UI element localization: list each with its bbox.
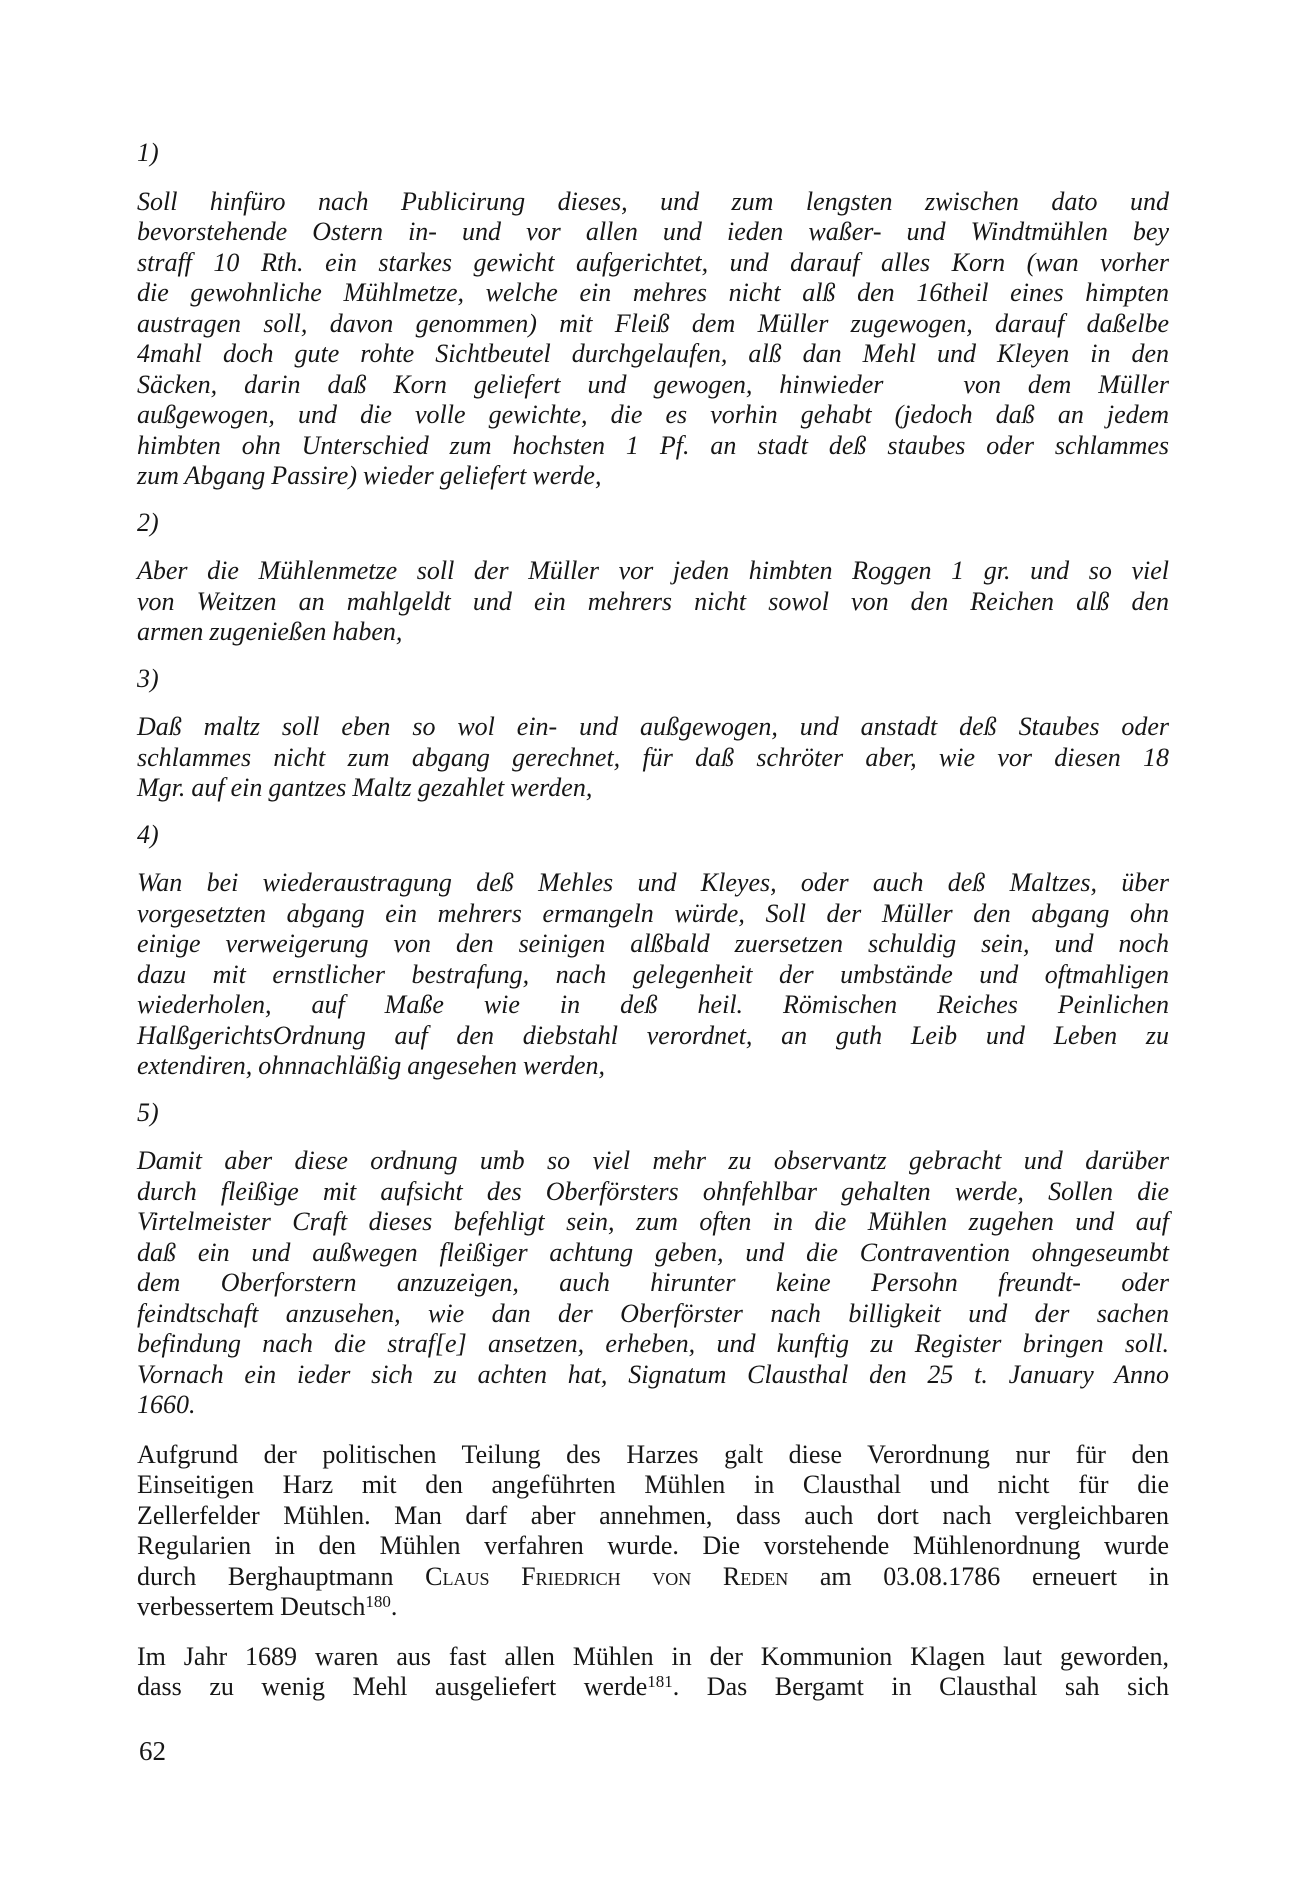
text-line: schlammes nicht zum abgang gerechnet, für daß schröter aber, wie vor diesen 18 (137, 742, 1169, 772)
text-line: Regularien in den Mühlen verfahren wurde. Die vorstehende Mühlenordnung wurde (137, 1531, 1169, 1560)
text-line: zum Abgang Passire) wieder geliefert werde, (137, 461, 602, 490)
text-line: durch Berghauptmann Claus Friedrich von Reden am 03.08.1786 erneuert in (137, 1561, 1169, 1591)
item-number: 4) (137, 819, 159, 849)
item-number: 1) (137, 138, 159, 167)
text-line: feindtschaft anzusehen, wie dan der Oberförster nach billigkeit und der sachen (137, 1298, 1169, 1328)
text-line: Damit aber diese ordnung umb so viel mehr zu observantz gebracht und darüber (137, 1146, 1169, 1175)
text-block (137, 138, 1169, 1703)
item-number: 3) (137, 663, 159, 693)
text-line: HalßgerichtsOrdnung auf den diebstahl verordnet, an guth Leib und Leben zu (137, 1020, 1169, 1050)
text-line: extendiren, ohnnachläßig angesehen werden, (137, 1051, 606, 1080)
text-line: außgewogen, und die volle gewichte, die es vorhin gehabt (jedoch daß an jedem (137, 400, 1169, 429)
item-number: 2) (137, 507, 159, 537)
text-line: 1660. (137, 1390, 196, 1419)
text-gap (883, 392, 963, 393)
footnote-reference: 181 (647, 1672, 673, 1691)
text-line: Daß maltz soll eben so wol ein- und außgewogen, und anstadt deß Staubes oder (137, 712, 1169, 741)
text-line: Aber die Mühlenmetze soll der Müller vor jeden himbten Roggen 1 gr. und so viel (137, 556, 1169, 585)
text-line: Säcken, darin daß Korn geliefert und gewogen, hinwieder von dem Müller (137, 369, 1170, 399)
paragraph (137, 556, 1169, 648)
text-line: vorgesetzten abgang ein mehrers ermangeln würde, Soll der Müller den abgang ohn (137, 898, 1169, 928)
text-line: Mgr. auf ein gantzes Maltz gezahlet werden, (137, 773, 593, 802)
text-line: himbten ohn Unterschied zum hochsten 1 Pf. an stadt deß staubes oder schlammes (137, 430, 1169, 460)
text-line: straff 10 Rth. ein starkes gewicht aufgerichtet, und darauf alles Korn (wan vorher (137, 247, 1169, 277)
text-line: Einseitigen Harz mit den angeführten Mühlen in Clausthal und nicht für die (137, 1470, 1169, 1499)
text-line: befindung nach die straf[e] ansetzen, erheben, und kunftig zu Register bringen soll. (137, 1329, 1169, 1358)
paragraph (137, 1146, 1169, 1421)
text-line: Vornach ein ieder sich zu achten hat, Signatum Clausthal den 25 t. January Anno (137, 1359, 1169, 1389)
text-line: Zellerfelder Mühlen. Man darf aber annehmen, dass auch dort nach vergleichbaren (137, 1500, 1169, 1530)
paragraph (137, 868, 1169, 1082)
text-line: Virtelmeister Craft dieses befehligt sein, zum often in die Mühlen zugehen und auf (137, 1207, 1169, 1236)
text-line: dem Oberforstern anzuzeigen, auch hirunter keine Persohn freundt- oder (137, 1268, 1169, 1297)
text-line: einige verweigerung von den seinigen alßbald zuersetzen schuldig sein, und noch (137, 929, 1169, 958)
text-line: durch fleißige mit aufsicht des Oberförsters ohnfehlbar gehalten werde, Sollen die (137, 1176, 1169, 1206)
paragraph (137, 712, 1169, 804)
text-line: armen zugenießen haben, (137, 617, 403, 646)
text-line: Soll hinfüro nach Publicirung dieses, und zum lengsten zwischen dato und (137, 186, 1169, 216)
text-line: verbessertem Deutsch$^{180}$. (137, 1592, 398, 1621)
text-line: dazu mit ernstlicher bestrafung, nach gelegenheit der umbstände und oftmahligen (137, 959, 1169, 989)
footnote-reference: 180 (365, 1592, 391, 1611)
text-line: Wan bei wiederaustragung deß Mehles und Kleyes, oder auch deß Maltzes, über (137, 868, 1169, 897)
text-line: bevorstehende Ostern in- und vor allen und ieden waßer- und Windtmühlen bey (137, 217, 1169, 246)
paragraph (137, 1440, 1169, 1623)
item-number: 5) (137, 1097, 159, 1127)
page-number: 62 (139, 1736, 166, 1766)
paragraph (137, 1642, 1169, 1703)
text-line: die gewohnliche Mühlmetze, welche ein mehres nicht alß den 16theil eines himpten (137, 278, 1169, 307)
text-line: 4mahl doch gute rohte Sichtbeutel durchgelaufen, alß dan Mehl und Kleyen in den (137, 339, 1169, 368)
text-line: dass zu wenig Mehl ausgeliefert werde$^{181}$. Das Bergamt in Clausthal sah sich (137, 1672, 1169, 1701)
text-line: wiederholen, auf Maße wie in deß heil. Römischen Reiches Peinlichen (137, 990, 1169, 1019)
text-line: daß ein und außwegen fleißiger achtung geben, und die Contravention ohngeseumbt (137, 1237, 1169, 1267)
text-line: von Weitzen an mahlgeldt und ein mehrers nicht sowol von den Reichen alß den (137, 586, 1169, 616)
paragraph (137, 187, 1169, 492)
text-line: Im Jahr 1689 waren aus fast allen Mühlen in der Kommunion Klagen laut geworden, (137, 1641, 1169, 1671)
text-line: austragen soll, davon genommen) mit Fleiß dem Müller zugewogen, darauf daßelbe (137, 308, 1169, 338)
smallcaps-person-name: Claus Friedrich von Reden (425, 1561, 789, 1591)
text-line: Aufgrund der politischen Teilung des Harzes galt diese Verordnung nur für den (137, 1439, 1169, 1469)
